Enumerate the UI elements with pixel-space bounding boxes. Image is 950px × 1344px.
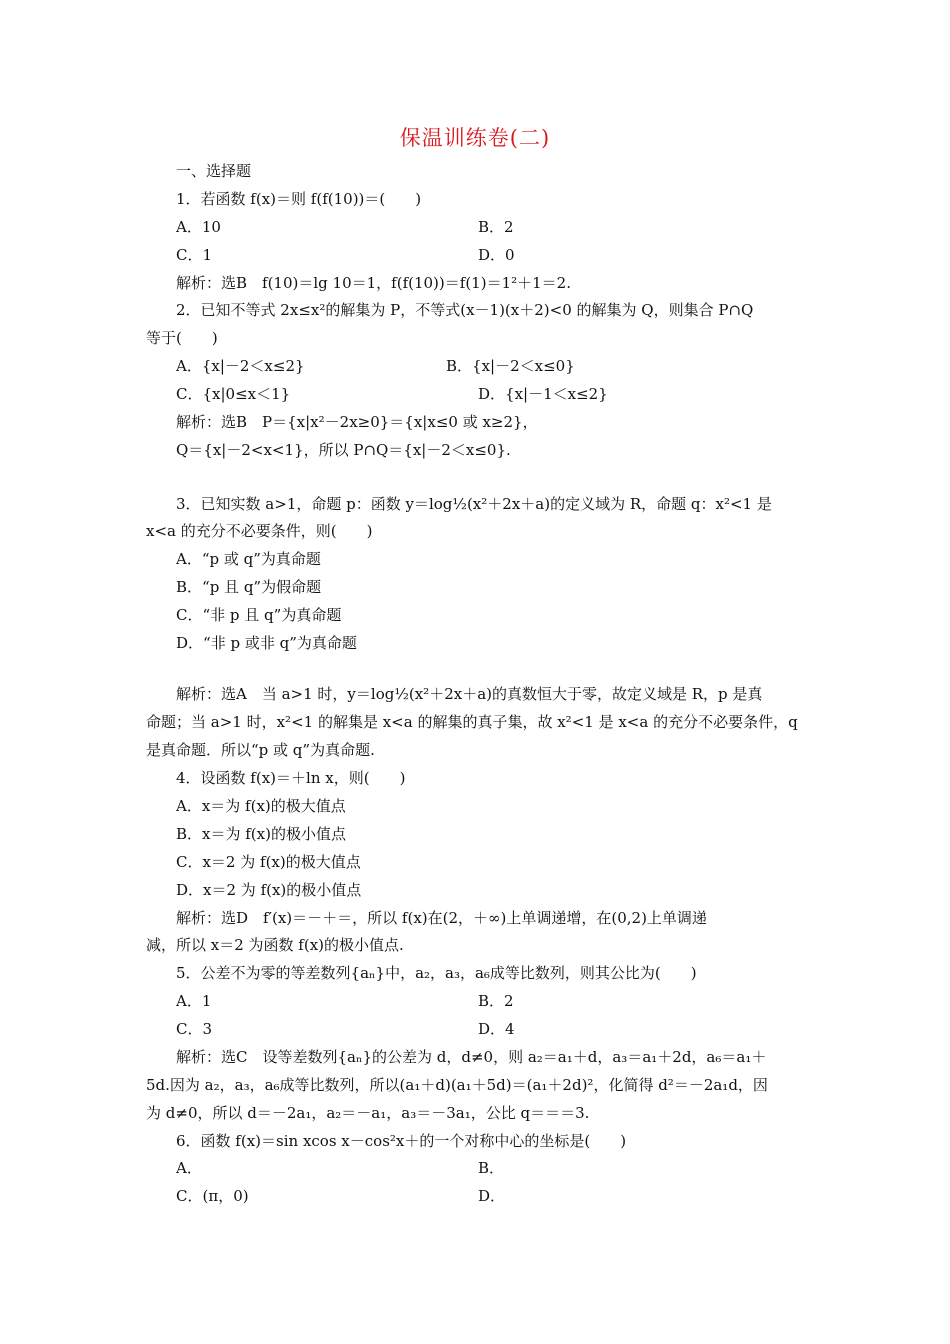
q6-option-d: D． (478, 1187, 506, 1205)
q3-option-c: C．“非 p 且 q”为真命题 (176, 606, 342, 624)
q4-analysis-line1: 解析：选D f′(x)＝－＋＝，所以 f(x)在(2，＋∞)上单调递增，在(0,2)上单调递 (176, 909, 707, 927)
q1-option-b: B．2 (478, 218, 514, 236)
q6-option-c: C．(π，0) (176, 1187, 249, 1205)
q3-option-b: B．“p 且 q”为假命题 (176, 578, 322, 596)
page-title: 保温训练卷(二) (399, 126, 551, 150)
q6-stem: 6．函数 f(x)＝sin xcos x－cos²x＋的一个对称中心的坐标是( ) (176, 1132, 627, 1150)
q6-option-b: B． (478, 1159, 505, 1177)
q1-stem: 1．若函数 f(x)＝则 f(f(10))＝( ) (176, 190, 422, 208)
q3-stem-line2: x<a 的充分不必要条件，则( ) (146, 522, 373, 540)
q4-option-b: B．x＝为 f(x)的极小值点 (176, 825, 346, 843)
q2-stem-line1: 2．已知不等式 2x≤x²的解集为 P，不等式(x－1)(x＋2)<0 的解集为 Q，则集合 P∩Q (176, 301, 754, 319)
q4-option-c: C．x＝2 为 f(x)的极大值点 (176, 853, 361, 871)
q2-option-d: D．{x|－1＜x≤2} (478, 385, 608, 403)
q5-option-d: D．4 (478, 1020, 515, 1038)
q2-option-b: B．{x|－2＜x≤0} (446, 357, 575, 375)
q3-option-a: A．“p 或 q”为真命题 (176, 550, 321, 568)
q3-option-d: D．“非 p 或非 q”为真命题 (176, 634, 357, 652)
q5-option-b: B．2 (478, 992, 514, 1010)
q5-analysis-line2: 5d.因为 a₂，a₃，a₆成等比数列，所以(a₁＋d)(a₁＋5d)＝(a₁＋2d)²，化简得 d²＝－2a₁d，因 (146, 1076, 768, 1094)
q5-option-c: C．3 (176, 1020, 213, 1038)
q4-option-d: D．x＝2 为 f(x)的极小值点 (176, 881, 362, 899)
q5-stem: 5．公差不为零的等差数列{aₙ}中，a₂，a₃，a₆成等比数列，则其公比为( ) (176, 964, 697, 982)
q2-analysis-line1: 解析：选B P＝{x|x²－2x≥0}＝{x|x≤0 或 x≥2}， (176, 413, 538, 431)
q2-analysis-line2: Q＝{x|－2<x<1}，所以 P∩Q＝{x|－2＜x≤0}. (176, 441, 511, 459)
q1-option-c: C．1 (176, 246, 213, 264)
q2-stem-line2: 等于( ) (146, 329, 218, 347)
q5-analysis-line3: 为 d≠0，所以 d＝－2a₁，a₂＝－a₁，a₃＝－3a₁，公比 q＝＝＝3. (146, 1104, 590, 1122)
q2-option-a: A．{x|－2＜x≤2} (176, 357, 305, 375)
q3-analysis-line1: 解析：选A 当 a>1 时，y＝log½(x²＋2x＋a)的真数恒大于零，故定义域是 R，p 是真 (176, 685, 763, 703)
q4-stem: 4．设函数 f(x)＝＋ln x，则( ) (176, 769, 406, 787)
q1-option-d: D．0 (478, 246, 515, 264)
q1-option-a: A．10 (176, 218, 221, 236)
q4-option-a: A．x＝为 f(x)的极大值点 (176, 797, 346, 815)
q6-option-a: A． (176, 1159, 202, 1177)
q1-analysis: 解析：选B f(10)＝lg 10＝1，f(f(10))＝f(1)＝1²＋1＝2. (176, 274, 571, 292)
q5-analysis-line1: 解析：选C 设等差数列{aₙ}的公差为 d，d≠0，则 a₂＝a₁＋d，a₃＝a₁＋2d，a₆＝a₁＋ (176, 1048, 767, 1066)
q3-analysis-line2: 命题；当 a>1 时，x²<1 的解集是 x<a 的解集的真子集，故 x²<1 是 x<a 的充分不必要条件，q (146, 713, 798, 731)
q5-option-a: A．1 (176, 992, 212, 1010)
q2-option-c: C．{x|0≤x＜1} (176, 385, 291, 403)
section-heading: 一、选择题 (176, 162, 252, 180)
q3-stem-line1: 3．已知实数 a>1，命题 p：函数 y＝log½(x²＋2x＋a)的定义域为 R，命题 q：x²<1 是 (176, 495, 772, 513)
q4-analysis-line2: 减，所以 x＝2 为函数 f(x)的极小值点. (146, 936, 404, 954)
q3-analysis-line3: 是真命题．所以“p 或 q”为真命题. (146, 741, 375, 759)
